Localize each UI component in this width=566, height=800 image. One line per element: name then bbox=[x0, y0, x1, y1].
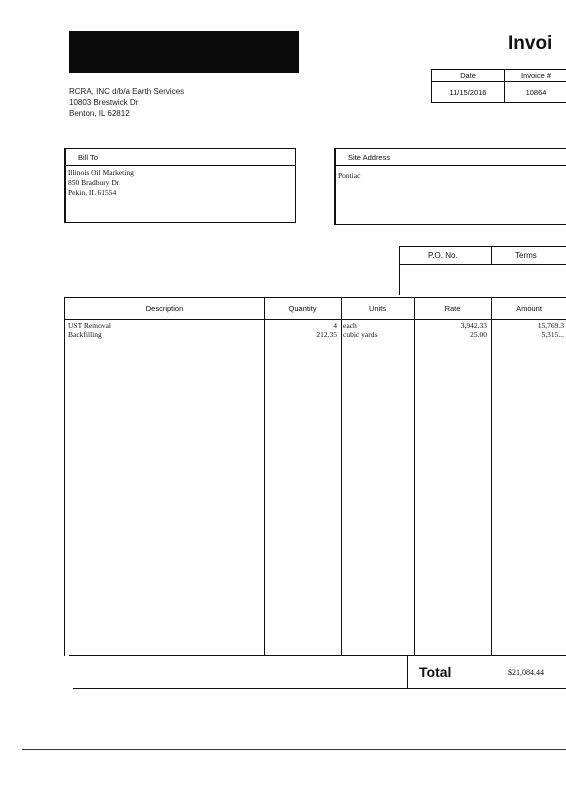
site-address-label: Site Address bbox=[348, 153, 391, 162]
date-label: Date bbox=[460, 71, 476, 80]
invoice-number-label: Invoice # bbox=[520, 71, 552, 80]
total-bottom-rule bbox=[73, 688, 566, 689]
column-divider bbox=[414, 298, 415, 656]
terms-label: Terms bbox=[515, 251, 537, 260]
company-address bbox=[69, 86, 184, 119]
footer-rule bbox=[22, 749, 566, 750]
bill-to-line: Illinois Oil Marketing bbox=[68, 168, 134, 177]
po-terms-table bbox=[399, 246, 566, 295]
bill-to-box bbox=[64, 148, 296, 223]
row-quantity: 212.35 bbox=[316, 330, 337, 339]
row-description: UST Removal bbox=[68, 321, 111, 330]
invoice-meta-table bbox=[431, 69, 566, 103]
site-address-value: Pontiac bbox=[338, 171, 361, 180]
total-label: Total bbox=[419, 664, 452, 680]
page-title: Invoi bbox=[508, 33, 553, 54]
company-line: RCRA, INC d/b/a Earth Services bbox=[69, 87, 185, 96]
row-rate: 25.00 bbox=[470, 330, 487, 339]
total-divider bbox=[407, 655, 408, 689]
amount-header: Amount bbox=[516, 304, 542, 313]
company-line: Benton, IL 62812 bbox=[69, 109, 130, 118]
row-amount: 5,315... bbox=[541, 330, 564, 339]
redacted-logo-block bbox=[69, 31, 299, 73]
rate-header: Rate bbox=[444, 304, 461, 313]
description-header: Description bbox=[145, 304, 184, 313]
bill-to-line: 850 Bradbury Dr bbox=[68, 178, 120, 187]
bill-to-address bbox=[68, 168, 134, 198]
po-divider bbox=[491, 247, 492, 264]
row-units: each bbox=[343, 321, 357, 330]
column-divider bbox=[491, 298, 492, 656]
bill-to-label: Bill To bbox=[78, 153, 98, 162]
company-line: 10803 Brestwick Dr bbox=[69, 98, 139, 107]
site-address-header bbox=[336, 149, 566, 166]
total-top-rule bbox=[69, 655, 566, 656]
quantity-header: Quantity bbox=[288, 304, 317, 313]
total-value: $21,084.44 bbox=[508, 668, 544, 677]
row-rate: 3,942.33 bbox=[460, 321, 487, 330]
po-terms-header bbox=[400, 247, 566, 265]
site-address-box bbox=[334, 148, 566, 225]
bill-to-line: Pekin, IL 61554 bbox=[68, 188, 117, 197]
bill-to-header bbox=[66, 149, 295, 166]
po-number-label: P.O. No. bbox=[428, 251, 458, 260]
column-divider bbox=[264, 298, 265, 656]
row-amount: 15,769.3 bbox=[537, 321, 564, 330]
units-header: Units bbox=[368, 304, 387, 313]
column-divider bbox=[341, 298, 342, 656]
row-quantity: 4 bbox=[333, 321, 337, 330]
invoice-number-value: 10864 bbox=[525, 88, 547, 97]
row-units: cubic yards bbox=[343, 330, 378, 339]
date-value: 11/15/2016 bbox=[449, 88, 487, 97]
row-description: Backfilling bbox=[68, 330, 102, 339]
line-items-table bbox=[64, 297, 566, 656]
